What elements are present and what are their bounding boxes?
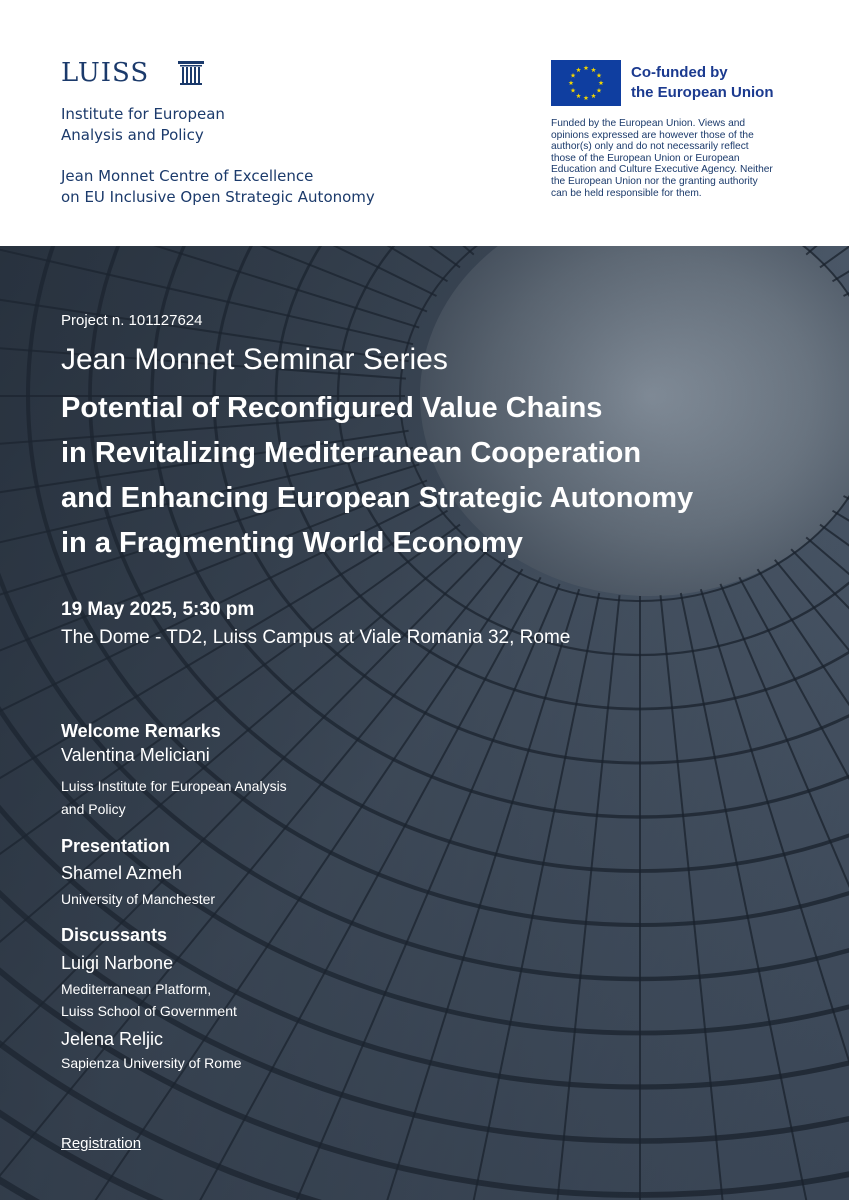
header: [0, 0, 849, 246]
disclaimer-line: opinions expressed are however those of the: [551, 129, 754, 141]
event-date: 19 May 2025, 5:30 pm: [61, 599, 255, 620]
event-venue: The Dome - TD2, Luiss Campus at Viale Romania 32, Rome: [61, 627, 571, 648]
speaker-name: Jelena Reljic: [61, 1029, 164, 1049]
eu-cofunded-line: Co-funded by: [631, 64, 728, 81]
disclaimer-line: the European Union nor the granting authority: [551, 175, 758, 187]
centre-name: [61, 166, 375, 208]
institute-line: Institute for European: [61, 105, 225, 123]
title-line: in a Fragmenting World Economy: [61, 527, 523, 559]
disclaimer-line: author(s) only and do not necessarily reflect: [551, 141, 749, 153]
title-line: Potential of Reconfigured Value Chains: [61, 392, 603, 424]
eu-cofunded-line: the European Union: [631, 84, 774, 101]
speaker-name: Valentina Meliciani: [61, 745, 210, 765]
speaker-affiliation: Mediterranean Platform,: [61, 981, 212, 997]
presentation-label: Presentation: [61, 836, 171, 856]
disclaimer-line: Funded by the European Union. Views and: [551, 118, 746, 129]
institute-name: [61, 104, 225, 146]
column-icon: [177, 59, 205, 87]
eu-flag-icon: [551, 60, 621, 106]
disclaimer-line: can be held responsible for them.: [551, 187, 702, 199]
title-line: in Revitalizing Mediterranean Cooperation: [61, 437, 642, 469]
registration-link[interactable]: Registration: [61, 1135, 142, 1152]
luiss-wordmark: LUISS: [61, 58, 150, 88]
speaker-affiliation: Sapienza University of Rome: [61, 1055, 242, 1071]
centre-line: on EU Inclusive Open Strategic Autonomy: [61, 188, 375, 206]
speaker-affiliation: Luiss School of Government: [61, 1003, 237, 1019]
poster: [0, 246, 849, 1200]
seminar-series: Jean Monnet Seminar Series: [61, 343, 448, 376]
title-line: and Enhancing European Strategic Autonomy: [61, 482, 694, 514]
speaker-affiliation: University of Manchester: [61, 891, 216, 907]
welcome-remarks-label: Welcome Remarks: [61, 721, 221, 741]
centre-line: Jean Monnet Centre of Excellence: [61, 167, 314, 185]
eu-cofunded-label: [631, 63, 774, 103]
luiss-logo: [61, 58, 149, 88]
poster-text: [0, 246, 849, 1200]
eu-disclaimer: [551, 118, 811, 199]
event-title: [61, 386, 841, 566]
speaker-affiliation: Luiss Institute for European Analysis: [61, 778, 287, 794]
speaker-affiliation: and Policy: [61, 801, 126, 817]
discussants-label: Discussants: [61, 925, 168, 945]
speaker-name: Luigi Narbone: [61, 953, 174, 973]
project-number: Project n. 101127624: [61, 312, 203, 329]
institute-line: Analysis and Policy: [61, 126, 204, 144]
disclaimer-line: those of the European Union or European: [551, 152, 740, 164]
speaker-name: Shamel Azmeh: [61, 863, 183, 883]
disclaimer-line: Education and Culture Executive Agency. Neither: [551, 164, 773, 176]
